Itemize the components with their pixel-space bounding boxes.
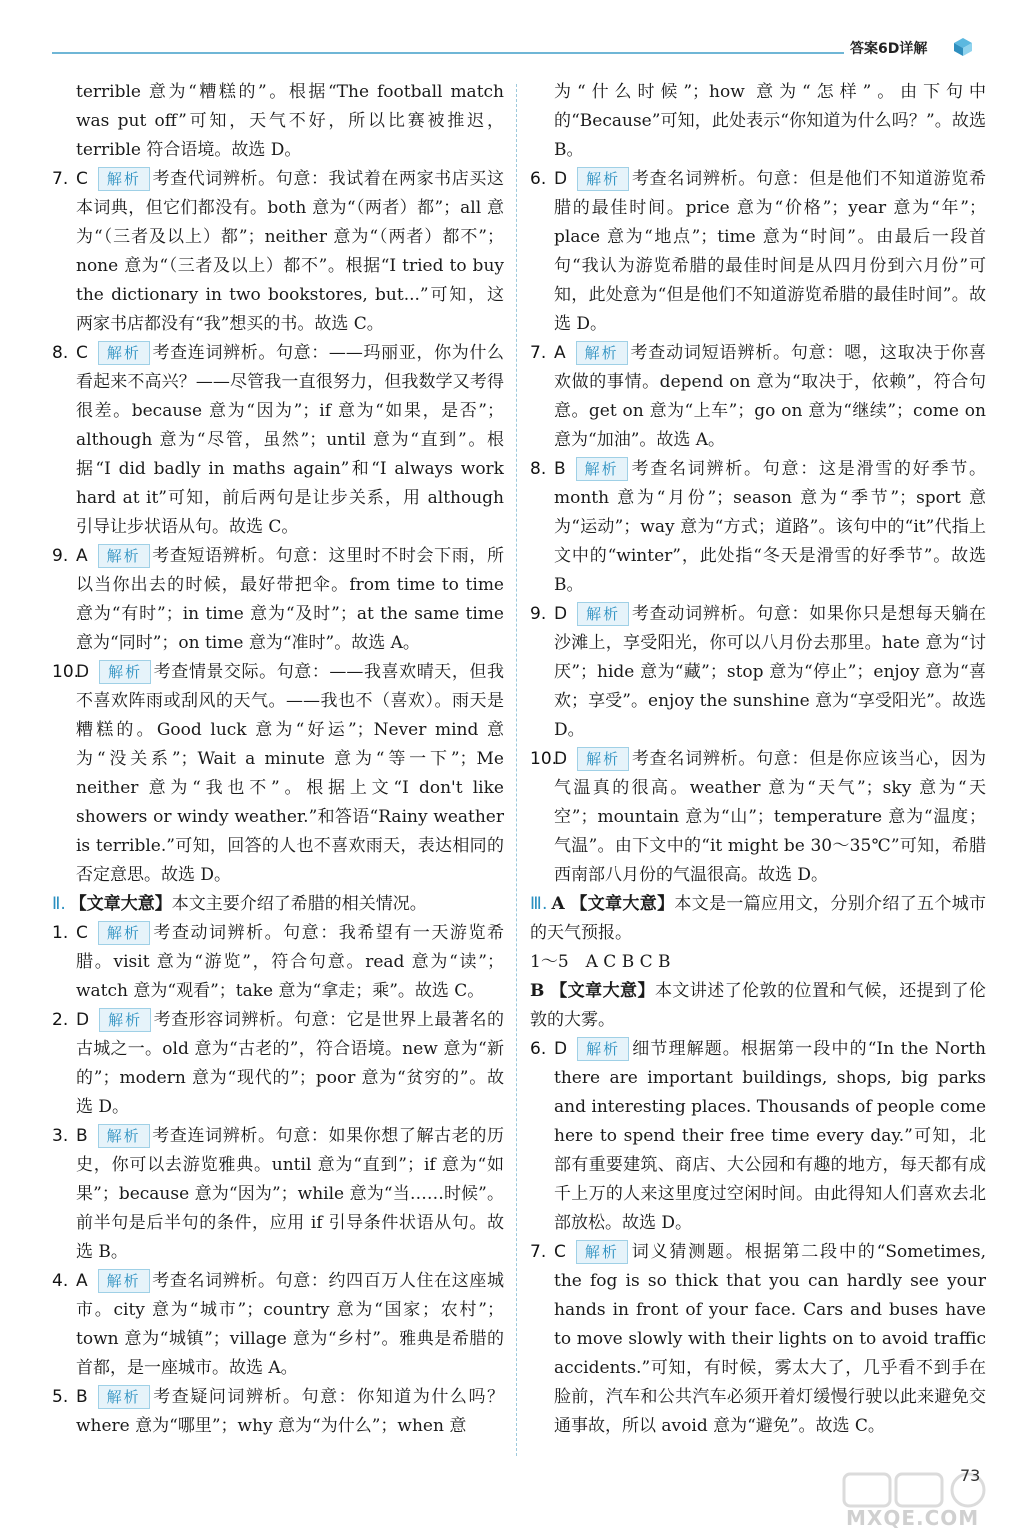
answer-item bbox=[530, 165, 986, 339]
item-answer: D bbox=[554, 1039, 568, 1059]
book-logo-icon bbox=[952, 36, 974, 58]
answer-item bbox=[530, 455, 986, 600]
item-number: 2. bbox=[52, 1010, 69, 1030]
analysis-tag: 解析 bbox=[98, 1124, 150, 1148]
page-number: 73 bbox=[960, 1466, 981, 1485]
summary-text: 本文讲述了伦敦的位置和气候，还提到了伦敦的大雾。 bbox=[530, 981, 987, 1030]
summary-label: 【文章大意】 bbox=[69, 894, 172, 914]
answer-item bbox=[530, 1035, 986, 1238]
watermark-text: MXQE.COM bbox=[846, 1506, 980, 1530]
item-number: 7. bbox=[530, 343, 547, 363]
item-answer: D bbox=[76, 1010, 90, 1030]
item-number: 9. bbox=[52, 546, 69, 566]
continued-text: 为“什么时候”；how 意为“怎样”。由下句中的“Because”可知，此处表示“你知道为什么吗？”。故选 B。 bbox=[554, 82, 986, 160]
analysis-tag: 解析 bbox=[577, 1037, 629, 1061]
summary-label: 【文章大意】 bbox=[570, 894, 675, 914]
answer-item bbox=[52, 919, 504, 1006]
answer-item bbox=[530, 745, 986, 890]
section-mark: Ⅲ. bbox=[530, 894, 548, 914]
passage-label: A bbox=[551, 894, 565, 914]
answer-item bbox=[52, 1383, 504, 1441]
item-text: 考查动词辨析。句意：我希望有一天游览希腊。visit 意为“游览”，符合句意。read 意为“读”；watch 意为“观看”；take 意为“拿走；乘”。故选 C。 bbox=[76, 923, 504, 1001]
answer-item bbox=[530, 339, 986, 455]
item-number: 10. bbox=[530, 749, 558, 769]
item-text: 细节理解题。根据第一段中的“In the North there are important buildings, shops, big parks and interesting places. Thousands of people come here to spend their free time every day.”可知，北部有重要建筑、商店、大公园和有趣的地方，每天都有成千上万的人来这里度过空闲时间。由此得知人们喜欢去北部放松。故选 D。 bbox=[554, 1039, 986, 1233]
analysis-tag: 解析 bbox=[98, 167, 150, 191]
answer-item bbox=[52, 542, 504, 658]
analysis-tag: 解析 bbox=[576, 341, 628, 365]
item-text: 考查动词辨析。句意：如果你只是想每天躺在沙滩上，享受阳光，你可以八月份去那里。hate 意为“讨厌”；hide 意为“藏”；stop 意为“停止”；enjoy 意为“喜欢；享受”。enjoy the sunshine 意为“享受阳光”。故选 D。 bbox=[554, 604, 986, 740]
item-answer: B bbox=[554, 459, 566, 479]
section-mark: Ⅱ. bbox=[52, 894, 66, 914]
answer-item bbox=[530, 600, 986, 745]
item-number: 8. bbox=[530, 459, 547, 479]
answer-item bbox=[52, 1267, 504, 1383]
item-number: 4. bbox=[52, 1271, 69, 1291]
section-summary bbox=[530, 977, 986, 1035]
item-text: 考查名词辨析。句意：但是他们不知道游览希腊的最佳时间。price 意为“价格”；year 意为“年”；place 意为“地点”；time 意为“时间”。由最后一段首句“我认为游览希腊的最佳时间是从四月份到六月份”可知，此处意为“但是他们不知道游览希腊的最佳时间”。故选 D。 bbox=[554, 169, 986, 334]
analysis-tag: 解析 bbox=[576, 457, 628, 481]
item-number: 6. bbox=[530, 169, 547, 189]
item-text: 考查疑问词辨析。句意：你知道为什么吗？where 意为“哪里”；why 意为“为什么”；when 意 bbox=[76, 1387, 504, 1436]
item-answer: C bbox=[76, 343, 88, 363]
analysis-tag: 解析 bbox=[577, 602, 629, 626]
answer-item bbox=[530, 1238, 986, 1441]
item-answer: B bbox=[76, 1126, 88, 1146]
analysis-tag: 解析 bbox=[99, 660, 151, 684]
analysis-tag: 解析 bbox=[577, 747, 629, 771]
analysis-tag: 解析 bbox=[98, 544, 150, 568]
analysis-tag: 解析 bbox=[98, 1269, 150, 1293]
item-number: 8. bbox=[52, 343, 69, 363]
item-answer: A bbox=[76, 1271, 88, 1291]
item-text: 考查情景交际。句意：——我喜欢晴天，但我不喜欢阵雨或刮风的天气。——我也不（喜欢）。雨天是糟糕的。Good luck 意为“好运”；Never mind 意为“没关系”；Wait a minute 意为“等一下”；Me neither 意为“我也不”。根据上文“I don't like showers or windy weather.”和答语“Rainy weather is terrible.”可知，回答的人也不喜欢雨天，表达相同的否定意思。故选 D。 bbox=[76, 662, 504, 885]
summary-text: 本文主要介绍了希腊的相关情况。 bbox=[171, 894, 427, 914]
section-summary bbox=[530, 890, 986, 948]
right-column bbox=[530, 78, 986, 1441]
item-number: 7. bbox=[530, 1242, 547, 1262]
answer-item bbox=[52, 165, 504, 339]
item-text: 考查连词辨析。句意：——玛丽亚，你为什么看起来不高兴？——尽管我一直很努力，但我数学又考得很差。because 意为“因为”；if 意为“如果，是否”；although 意为“尽管，虽然”；until 意为“直到”。根据“I did badly in maths again”和“I always work hard at it”可知，前后两句是让步关系，用 although 引导让步状语从句。故选 C。 bbox=[76, 343, 504, 537]
item-number: 7. bbox=[52, 169, 69, 189]
passage-label: B bbox=[530, 981, 545, 1001]
answer-item bbox=[52, 1006, 504, 1122]
item-text: 考查名词辨析。句意：这是滑雪的好季节。month 意为“月份”；season 意为“季节”；sport 意为“运动”；way 意为“方式；道路”。该句中的“it”代指上文中的“winter”，此处指“冬天是滑雪的好季节”。故选 B。 bbox=[554, 459, 986, 595]
section-summary bbox=[52, 890, 504, 919]
item-text: 考查名词辨析。句意：但是你应该当心，因为气温真的很高。weather 意为“天气”；sky 意为“天空”；mountain 意为“山”；temperature 意为“温度；气温”。由下文中的“it might be 30～35℃”可知，希腊西南部八月份的气温很高。故选 D。 bbox=[554, 749, 986, 885]
item-text: 考查代词辨析。句意：我试着在两家书店买这本词典，但它们都没有。both 意为“（两者）都”；all 意为“（三者及以上）都”；neither 意为“（两者）都不”；none 意为“（三者及以上）都不”。根据“I tried to buy the dictionary in two bookstores, but...”可知，这两家书店都没有“我”想买的书。故选 C。 bbox=[76, 169, 504, 334]
item-number: 10. bbox=[52, 662, 80, 682]
item-number: 6. bbox=[530, 1039, 547, 1059]
column-divider bbox=[516, 84, 517, 1456]
item-text: 考查名词辨析。句意：约四百万人住在这座城市。city 意为“城市”；country 意为“国家；农村”；town 意为“城镇”；village 意为“乡村”。雅典是希腊的首都，是一座城市。故选 A。 bbox=[76, 1271, 504, 1378]
item-answer: D bbox=[554, 169, 568, 189]
item-text: 考查形容词辨析。句意：它是世界上最著名的古城之一。old 意为“古老的”，符合语境。new 意为“新的”；modern 意为“现代的”；poor 意为“贫穷的”。故选 D。 bbox=[76, 1010, 504, 1117]
item-text: 考查动词短语辨析。句意：嗯，这取决于你喜欢做的事情。depend on 意为“取决于，依赖”，符合句意。get on 意为“上车”；go on 意为“继续”；come on 意为“加油”。故选 A。 bbox=[554, 343, 986, 450]
analysis-tag: 解析 bbox=[99, 1008, 151, 1032]
analysis-tag: 解析 bbox=[576, 1240, 628, 1264]
item-text: 词义猜测题。根据第二段中的“Sometimes, the fog is so thick that you can hardly see your hands in front of your face. Cars and buses have to move slowly with their lights on to avoid traffic accidents.”可知，有时候，雾太大了，几乎看不到手在脸前，汽车和公共汽车必须开着灯缓慢行驶以此来避免交通事故，所以 avoid 意为“避免”。故选 C。 bbox=[554, 1242, 986, 1436]
continued-text: terrible 意为“糟糕的”。根据“The football match was put off”可知，天气不好，所以比赛被推迟，terrible 符合语境。故选 D。 bbox=[76, 82, 504, 160]
header-label: 答案6D详解 bbox=[850, 41, 928, 57]
header-rule bbox=[52, 52, 844, 54]
analysis-tag: 解析 bbox=[98, 341, 150, 365]
item-text: 考查连词辨析。句意：如果你想了解古老的历史，你可以去游览雅典。until 意为“直到”；if 意为“如果”；because 意为“因为”；while 意为“当……时候”。前半句是后半句的条件，应用 if 引导条件状语从句。故选 B。 bbox=[76, 1126, 504, 1262]
item-answer: D bbox=[554, 604, 568, 624]
analysis-tag: 解析 bbox=[98, 1385, 150, 1409]
answer-item bbox=[52, 658, 504, 890]
answer-item bbox=[52, 1122, 504, 1267]
summary-label: 【文章大意】 bbox=[550, 981, 655, 1001]
item-answer: C bbox=[554, 1242, 566, 1262]
item-number: 1. bbox=[52, 923, 69, 943]
analysis-tag: 解析 bbox=[98, 921, 150, 945]
item-answer: A bbox=[76, 546, 88, 566]
summary-text: 本文是一篇应用文，分别介绍了五个城市的天气预报。 bbox=[530, 894, 987, 943]
analysis-tag: 解析 bbox=[577, 167, 629, 191]
item-answer: C bbox=[76, 169, 88, 189]
item-answer: C bbox=[76, 923, 88, 943]
item-answer: D bbox=[76, 662, 90, 682]
answer-item bbox=[52, 339, 504, 542]
item-number: 5. bbox=[52, 1387, 69, 1407]
item-number: 3. bbox=[52, 1126, 69, 1146]
answer-range: 1～5 A C B C B bbox=[530, 952, 671, 972]
item-number: 9. bbox=[530, 604, 547, 624]
left-column bbox=[52, 78, 504, 1441]
item-answer: B bbox=[76, 1387, 88, 1407]
item-answer: D bbox=[554, 749, 568, 769]
item-text: 考查短语辨析。句意：这里时不时会下雨，所以当你出去的时候，最好带把伞。from time to time 意为“有时”；in time 意为“及时”；at the same time 意为“同时”；on time 意为“准时”。故选 A。 bbox=[76, 546, 504, 653]
item-answer: A bbox=[554, 343, 566, 363]
